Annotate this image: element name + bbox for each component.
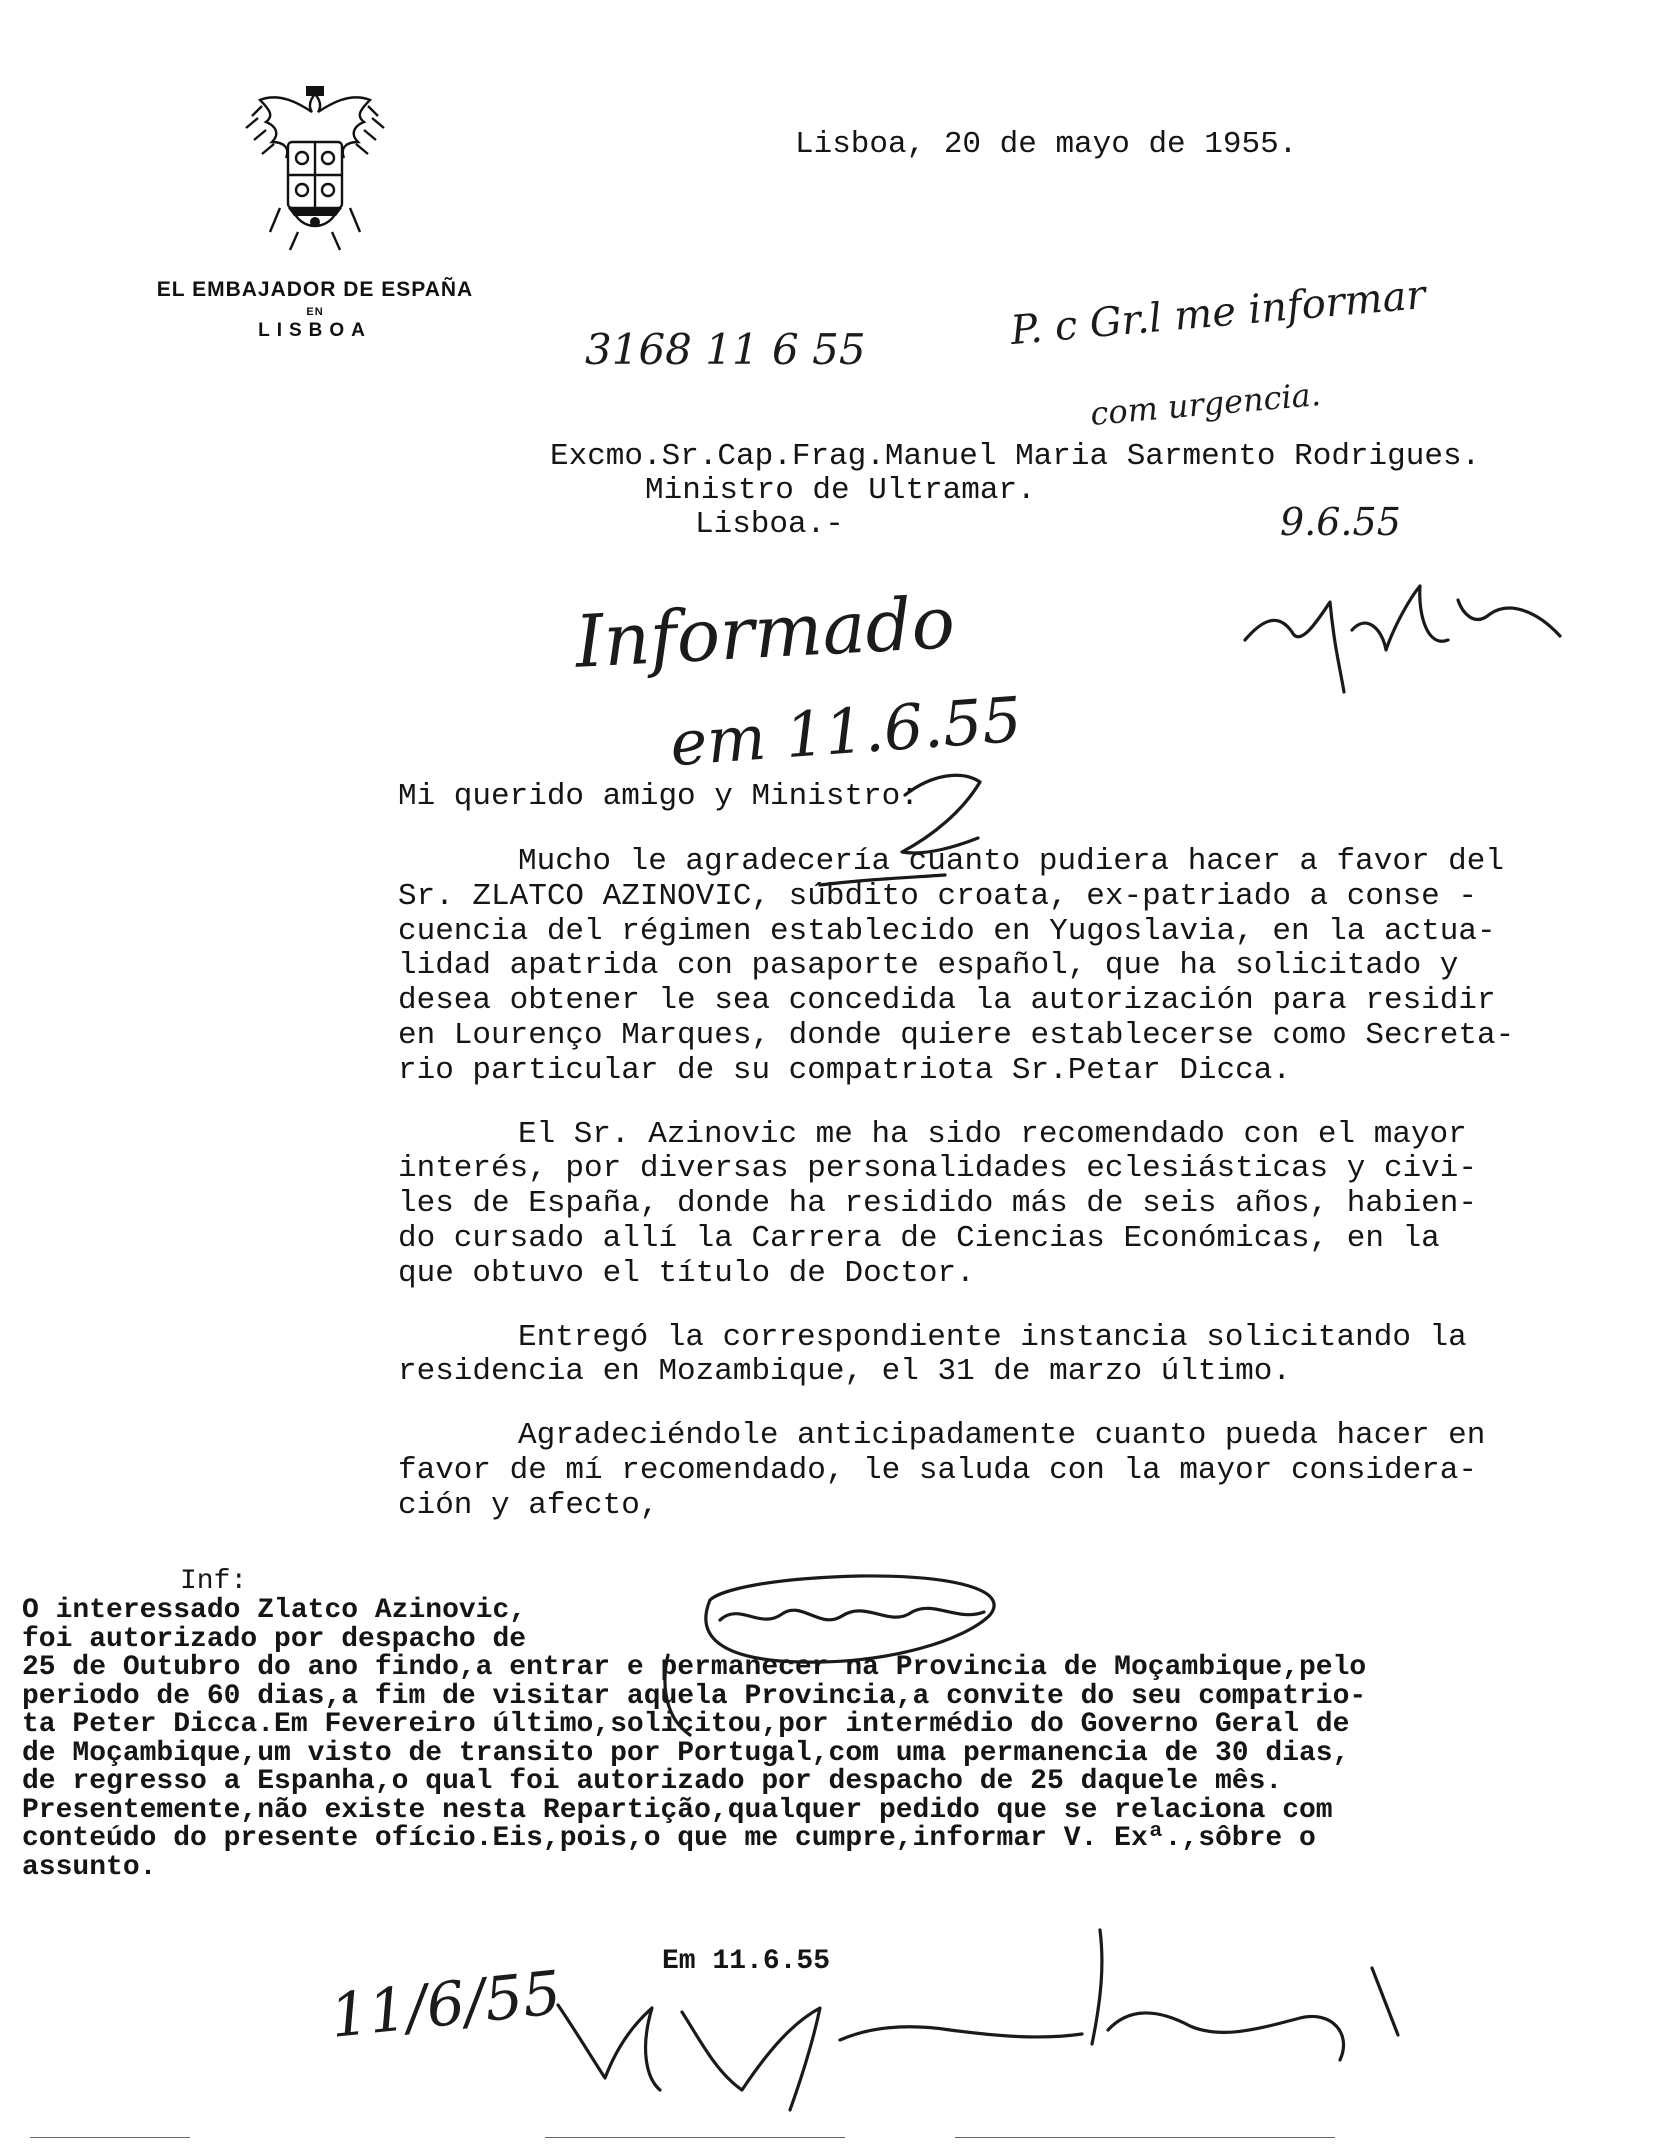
- strike-through-subdito: [820, 875, 945, 885]
- information-line: assunto.: [22, 1851, 157, 1883]
- information-line: periodo de 60 dias,a fim de visitar aquela Provincia,a convite do seu compatrio-: [22, 1680, 1367, 1712]
- salutation-flourish: [902, 775, 980, 853]
- letterhead-preposition: EN: [306, 306, 324, 318]
- information-line: 25 de Outubro do ano findo,a entrar e permanecer na Provincia de Moçambique,pelo: [22, 1652, 1367, 1683]
- addressee-line3: Lisboa.-: [695, 507, 844, 542]
- information-line: Presentemente,não existe nesta Repartição,qualquer pedido que se relaciona com: [22, 1794, 1333, 1826]
- handwritten-note-line1: P. c Gr.l me informar: [1008, 271, 1428, 355]
- signature-ministry: [558, 1930, 1398, 2110]
- paragraph-line: lidad apatrida con pasaporte español, que ha solicitado y: [398, 948, 1459, 984]
- bottom-rule-center: [545, 2137, 845, 2138]
- bottom-rule-right: [955, 2137, 1335, 2138]
- paragraph-line: residencia en Mozambique, el 31 de marzo último.: [398, 1354, 1291, 1390]
- information-line: de Moçambique,um visto de transito por Portugal,com uma permanencia de 30 dias,: [22, 1737, 1350, 1769]
- paragraph-line: interés, por diversas personalidades eclesiásticas y civi-: [398, 1151, 1477, 1187]
- paragraph-line: les de España, donde ha residido más de seis años, habien-: [398, 1186, 1477, 1222]
- paragraph-line: favor de mí recomendado, le saluda con la mayor considera-: [398, 1452, 1477, 1488]
- paragraph-line: en Lourenço Marques, donde quiere establecerse como Secreta-: [398, 1017, 1515, 1053]
- handwritten-note-line2: com urgencia.: [1088, 375, 1323, 433]
- paragraph-line: Mucho le agradecería cuanto pudiera hacer a favor del: [518, 844, 1504, 879]
- initials-signature-top: [1245, 586, 1560, 692]
- information-line: O interessado Zlatco Azinovic,: [22, 1595, 527, 1626]
- salutation: Mi querido amigo y Ministro:: [398, 779, 919, 814]
- handwritten-informado: Informado: [573, 580, 957, 684]
- paragraph-line: Agradeciéndole anticipadamente cuanto pueda hacer en: [518, 1418, 1486, 1454]
- information-line: foi autorizado por despacho de: [22, 1623, 527, 1655]
- paragraph-line: ción y afecto,: [398, 1487, 659, 1523]
- information-line: conteúdo do presente ofício.Eis,pois,o que me cumpre,informar V. Exª.,sôbre o: [22, 1823, 1316, 1854]
- addressee-line1: Excmo.Sr.Cap.Frag.Manuel Maria Sarmento Rodrigues.: [550, 439, 1481, 474]
- paragraph-line: rio particular de su compatriota Sr.Petar Dicca.: [398, 1052, 1291, 1088]
- letterhead-title: EL EMBAJADOR DE ESPAÑA: [156, 278, 474, 301]
- paragraph-line: do cursado allí la Carrera de Ciencias Económicas, en la: [398, 1220, 1440, 1256]
- information-line: ta Peter Dicca.Em Fevereiro último,solicitou,por intermédio do Governo Geral de: [22, 1709, 1350, 1740]
- information-line: de regresso a Espanha,o qual foi autorizado por despacho de 25 daquele mês.: [22, 1766, 1283, 1797]
- paragraph-line: Entregó la correspondiente instancia solicitando la: [518, 1319, 1467, 1355]
- paragraph-line: Sr. ZLATCO AZINOVIC, súbdito croata, ex-patriado a conse -: [398, 878, 1477, 914]
- signature-ambassador: [720, 1608, 984, 1620]
- information-bracket: [665, 1655, 690, 1735]
- bottom-rule-left: [30, 2137, 190, 2138]
- signature-loop: [706, 1576, 994, 1662]
- handwritten-margin-date: 11/6/55: [326, 1958, 565, 2052]
- paragraph-line: cuencia del régimen establecido en Yugoslavia, en la actua-: [398, 913, 1496, 949]
- paragraph-line: que obtuvo el título de Doctor.: [398, 1255, 975, 1291]
- handwritten-registry-number: 3168 11 6 55: [585, 325, 866, 374]
- addressee-line2: Ministro de Ultramar.: [645, 473, 1036, 508]
- letterhead-city: LISBOA: [258, 320, 372, 341]
- paragraph-line: desea obtener le sea concedida la autorización para residir: [398, 983, 1496, 1019]
- information-heading: Inf:: [180, 1566, 248, 1597]
- paragraph-line: El Sr. Azinovic me ha sido recomendado con el mayor: [518, 1116, 1467, 1152]
- handwritten-note-date: 9.6.55: [1280, 500, 1401, 544]
- handwritten-informado-date: em 11.6.55: [667, 682, 1024, 781]
- information-date: Em 11.6.55: [662, 1946, 831, 1977]
- letter-date: Lisboa, 20 de mayo de 1955.: [795, 127, 1298, 162]
